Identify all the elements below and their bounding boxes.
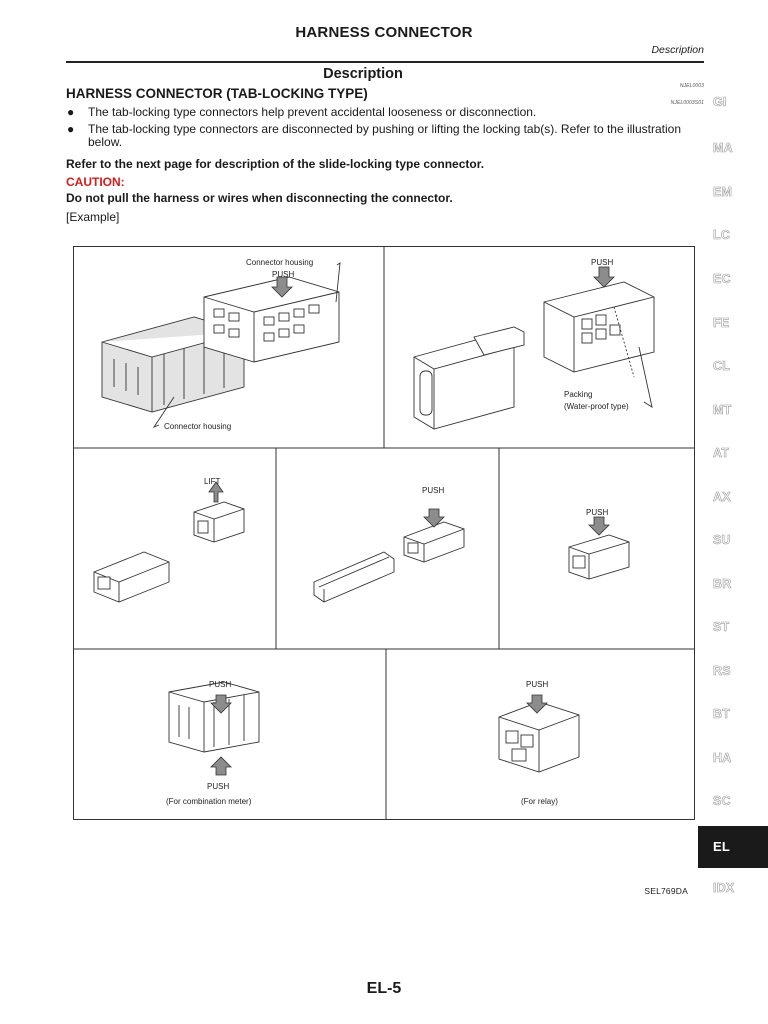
caution-label: CAUTION:: [66, 175, 125, 189]
combination-meter-label: (For combination meter): [166, 797, 252, 806]
bullet-icon: ●: [67, 105, 75, 119]
page-title: HARNESS CONNECTOR: [295, 24, 473, 41]
tab-br[interactable]: BR: [713, 577, 732, 591]
push-label: PUSH: [272, 270, 295, 279]
tab-ma[interactable]: MA: [713, 141, 733, 155]
push-label: PUSH: [591, 258, 614, 267]
connector-housing-label: Connector housing: [246, 258, 314, 267]
relay-label: (For relay): [521, 797, 558, 806]
subheading: HARNESS CONNECTOR (TAB-LOCKING TYPE): [66, 86, 368, 101]
connector-illustration-svg: [74, 247, 694, 819]
combination-meter-connector-drawing: [169, 682, 259, 775]
push-label: PUSH: [209, 680, 232, 689]
tab-sc[interactable]: SC: [713, 794, 731, 808]
relay-connector-drawing: [499, 695, 579, 772]
bullet-text: The tab-locking type connectors are disconnected by pushing or lifting the locking tab(s). Refer to the illustration below.: [88, 121, 681, 149]
tab-lc[interactable]: LC: [713, 228, 731, 242]
tab-cl[interactable]: CL: [713, 359, 731, 373]
bullet-icon: ●: [67, 121, 75, 136]
packing-label: (Water-proof type): [564, 402, 629, 411]
push-connector-drawing: [569, 517, 629, 579]
caution-text: Do not pull the harness or wires when disconnecting the connector.: [66, 191, 453, 205]
connector-housing-label: Connector housing: [164, 422, 232, 431]
connector-illustration: [73, 246, 695, 820]
lift-connector-drawing: [94, 482, 244, 602]
tab-ha[interactable]: HA: [713, 751, 732, 765]
push-label: PUSH: [586, 508, 609, 517]
tab-idx[interactable]: IDX: [713, 881, 735, 895]
tab-ec[interactable]: EC: [713, 272, 731, 286]
push-label: PUSH: [526, 680, 549, 689]
ref-code: NJEL0003: [679, 83, 704, 89]
header-rule: [66, 61, 704, 63]
tab-fe[interactable]: FE: [713, 316, 730, 330]
tab-gi[interactable]: GI: [713, 95, 727, 109]
tab-st[interactable]: ST: [713, 620, 730, 634]
bullet-list: [66, 106, 704, 153]
note-text: Refer to the next page for description of the slide-locking type connector.: [66, 157, 485, 171]
list-item: [66, 123, 704, 150]
list-item: [66, 106, 704, 120]
tab-at[interactable]: AT: [713, 446, 730, 460]
tab-rs[interactable]: RS: [713, 664, 731, 678]
tab-em[interactable]: EM: [713, 185, 733, 199]
packing-label: Packing: [564, 390, 593, 399]
section-index-tabs: [698, 0, 768, 1024]
tab-el[interactable]: EL: [698, 826, 768, 868]
tab-bt[interactable]: BT: [713, 707, 731, 721]
page-number: EL-5: [366, 980, 402, 997]
tab-su[interactable]: SU: [713, 533, 731, 547]
figure-code: SEL769DA: [644, 886, 688, 896]
bullet-text: The tab-locking type connectors help prevent accidental looseness or disconnection.: [88, 105, 537, 119]
lift-label: LIFT: [204, 477, 221, 486]
section-tag: Description: [651, 44, 704, 56]
tab-mt[interactable]: MT: [713, 403, 732, 417]
connector-housing-drawing: [102, 263, 340, 427]
ref-code: NJEL0003S01: [670, 100, 704, 106]
push-label: PUSH: [422, 486, 445, 495]
push-connector-drawing: [314, 509, 464, 602]
section-title: Description: [323, 66, 403, 82]
tab-ax[interactable]: AX: [713, 490, 731, 504]
example-label: [Example]: [66, 210, 120, 224]
push-label: PUSH: [207, 782, 230, 791]
